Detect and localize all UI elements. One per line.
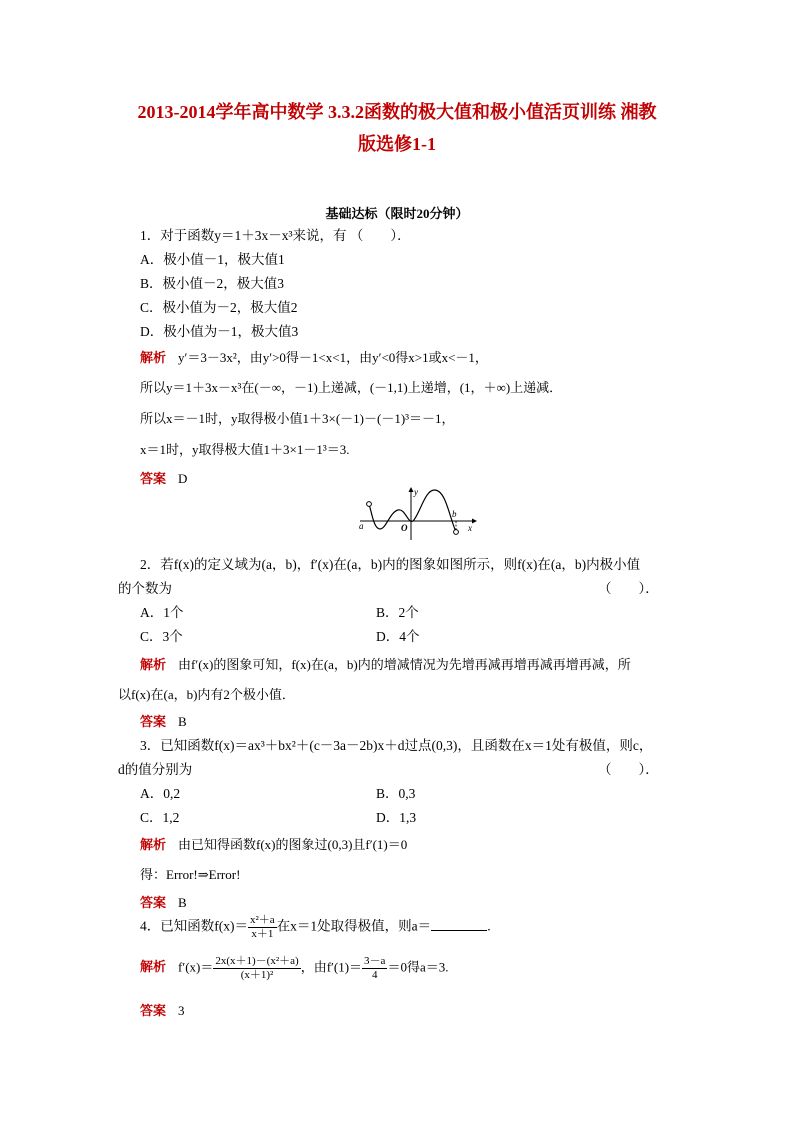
answer-label: 答案 bbox=[140, 714, 167, 729]
q1-answer bbox=[140, 468, 187, 487]
answer-label: 答案 bbox=[140, 471, 167, 486]
q2-option-c: C．3个 bbox=[140, 629, 183, 644]
y-axis-arrow bbox=[409, 487, 414, 492]
label-y: y bbox=[414, 487, 418, 497]
q3-stem-line1: 3．已知函数f(x)＝ax³＋bx²＋(c－3a－2b)x＋d过点(0,3)，且函数在x＝1处有极值，则c， bbox=[140, 738, 653, 753]
q4-answer-value: 3 bbox=[178, 1003, 185, 1018]
q2-option-a: A．1个 bbox=[140, 605, 184, 620]
q3-option-b: B．0,3 bbox=[376, 786, 416, 801]
q4-ana-frac2-denominator: 4 bbox=[371, 969, 378, 981]
q4-stem-post: 在x＝1处取得极值，则a＝ bbox=[276, 918, 432, 934]
x-axis-arrow bbox=[472, 519, 477, 524]
q4-frac-numerator: x²＋a bbox=[250, 914, 275, 926]
q1-analysis-line3: 所以x＝－1时，y取得极小值1＋3×(－1)－(－1)³＝－1， bbox=[140, 411, 455, 426]
q2-paren: （ ）． bbox=[598, 581, 659, 596]
q4-answer-blank bbox=[431, 918, 487, 931]
derivative-graph-figure bbox=[350, 484, 480, 542]
q4-stem-pre: 4．已知函数f(x)＝ bbox=[140, 918, 248, 934]
answer-label: 答案 bbox=[140, 1003, 167, 1018]
analysis-label: 解析 bbox=[140, 350, 167, 365]
label-x: x bbox=[468, 523, 472, 533]
q2-option-b: B．2个 bbox=[376, 605, 419, 620]
q2-analysis-line1 bbox=[140, 654, 631, 673]
curve bbox=[369, 490, 456, 532]
analysis-label: 解析 bbox=[140, 837, 167, 852]
q4-ana-post: ＝0得a＝3. bbox=[387, 959, 449, 975]
q4-fraction bbox=[248, 914, 277, 941]
endpoint-a bbox=[367, 502, 372, 507]
analysis-label: 解析 bbox=[140, 657, 167, 672]
endpoint-b bbox=[454, 530, 459, 535]
q4-ana-pre: f′(x)＝ bbox=[178, 959, 214, 975]
q2-analysis-line2: 以f(x)在(a，b)内有2个极小值． bbox=[118, 687, 295, 702]
q1-option-a: A．极小值－1，极大值1 bbox=[140, 252, 285, 267]
q3-option-a: A．0,2 bbox=[140, 786, 181, 801]
q1-analysis-text: y′＝3－3x²，由y′>0得－1<x<1，由y′<0得x>1或x<－1， bbox=[178, 350, 488, 365]
label-a: a bbox=[359, 521, 364, 531]
q2-stem-line1: 2．若f(x)的定义域为(a，b)，f′(x)在(a，b)内的图象如图所示，则f(x)在(a，b)内极小值 bbox=[140, 557, 641, 572]
q1-option-c: C．极小值为－2，极大值2 bbox=[140, 300, 298, 315]
q4-ana-fraction2 bbox=[362, 955, 387, 982]
q2-analysis-text: 由f′(x)的图象可知，f(x)在(a，b)内的增减情况为先增再减再增再减再增再减，所 bbox=[178, 657, 631, 672]
section-header: 基础达标（限时20分钟） bbox=[325, 206, 469, 221]
q4-answer bbox=[140, 1000, 185, 1019]
q3-answer bbox=[140, 892, 187, 911]
analysis-label: 解析 bbox=[140, 959, 167, 975]
q1-answer-value: D bbox=[178, 471, 188, 486]
q2-option-d: D．4个 bbox=[376, 629, 420, 644]
q4-ana-frac2-numerator: 3－a bbox=[364, 955, 386, 967]
q4-ana-frac-numerator: 2x(x＋1)－(x²＋a) bbox=[215, 955, 299, 967]
q3-stem-line2: d的值分别为 bbox=[118, 762, 193, 777]
q3-analysis-line1 bbox=[140, 834, 407, 853]
q3-option-c: C．1,2 bbox=[140, 810, 180, 825]
page-title: 2013-2014学年高中数学 3.3.2函数的极大值和极小值活页训练 湘教 bbox=[137, 102, 657, 122]
q1-analysis-line4: x＝1时，y取得极大值1＋3×1－1³＝3. bbox=[140, 442, 350, 457]
q1-option-b: B．极小值－2，极大值3 bbox=[140, 276, 285, 291]
q1-option-d: D．极小值为－1，极大值3 bbox=[140, 324, 299, 339]
q4-analysis bbox=[140, 955, 448, 982]
q4-frac-denominator: x＋1 bbox=[251, 928, 274, 940]
q4-ana-frac-denominator: (x＋1)² bbox=[240, 969, 274, 981]
q3-analysis-line2: 得：Error!⇒Error! bbox=[140, 867, 241, 882]
q4-ana-mid: ，由f′(1)＝ bbox=[300, 959, 363, 975]
q2-stem-line2: 的个数为 bbox=[118, 581, 172, 596]
q1-stem: 1．对于函数y＝1＋3x－x³来说，有 （ ）． bbox=[140, 228, 411, 243]
q4-ana-fraction bbox=[213, 955, 300, 982]
q3-analysis-text: 由已知得函数f(x)的图象过(0,3)且f′(1)＝0 bbox=[178, 837, 408, 852]
q1-analysis-line2: 所以y＝1＋3x－x³在(－∞，－1)上递减，(－1,1)上递增，(1，＋∞)上递减． bbox=[140, 380, 563, 395]
q3-answer-value: B bbox=[178, 895, 187, 910]
label-b: b bbox=[452, 509, 457, 519]
q3-paren: （ ）． bbox=[598, 762, 659, 777]
page-title-line2: 版选修1-1 bbox=[358, 134, 436, 154]
q1-analysis-line1 bbox=[140, 347, 488, 366]
q3-option-d: D．1,3 bbox=[376, 810, 417, 825]
label-origin: O bbox=[401, 523, 408, 533]
q2-answer bbox=[140, 711, 187, 730]
q2-answer-value: B bbox=[178, 714, 187, 729]
answer-label: 答案 bbox=[140, 895, 167, 910]
q4-stem: 4．已知函数f(x)＝ $\frac{\text{x²＋a}}{x+1}$ 在x＝1处取得极值，则a＝ . bbox=[140, 914, 491, 940]
